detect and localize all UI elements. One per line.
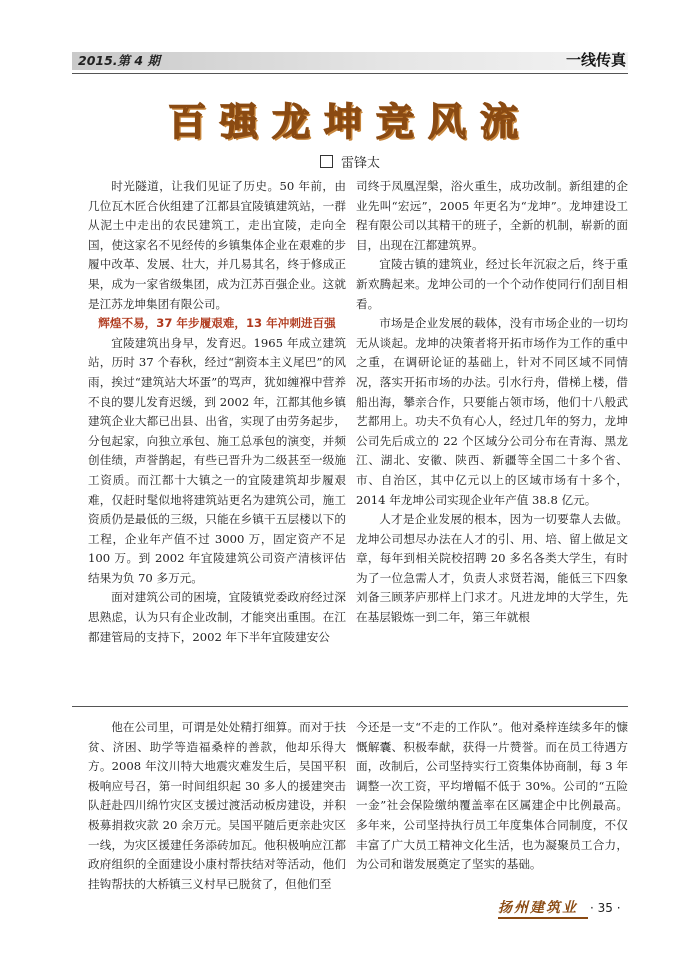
paragraph: 宜陵建筑出身早，发育迟。1965 年成立建筑站，历时 37 个春秋，经过“割资本主义尾巴”的风雨，挨过“建筑站大坏蛋”的骂声，犹如缠褓中营养不良的婴儿发育迟缓，到 2002 年，江都其他乡镇建筑企业大都已出县、出省，实现了由劳务起步，分包起家，向独立承包、施工总承包的演变，并频创佳绩，声誉鹊起，有些已晋升为二级甚至一级施工资质。而江都十大镇之一的宜陵建筑却步履艰难，仅赶时髦似地将建筑站更名为建筑公司，施工资质仍是最低的三级，只能在乡镇干五层楼以下的工程，企业年产值不过 3000 万，固定资产不足 100 万。到 2002 年宜陵建筑公司资产清核评估结果为负 70 多万元。 (88, 335, 346, 585)
paragraph: 市场是企业发展的载体，没有市场企业的一切均无从谈起。龙坤的决策者将开拓市场作为工作的重中之重，在调研论证的基础上，针对不同区域不同情况，落实开拓市场的办法。引水行舟，借梯上楼，借船出海，攀亲合作，只要能占领市场，他们十八般武艺都用上。功夫不负有心人，经过几年的努力，龙坤公司先后成立的 22 个区域分公司分布在青海、黑龙江、湖北、安徽、陕西、新疆等全国二十多个省、市、自治区，其中亿元以上的区域市场有十多个，2014 年龙坤公司实现企业年产值 38.8 亿元。 (356, 316, 628, 507)
page-number: · 35 · (590, 901, 621, 915)
article-title: 百强龙坤竞风流 (167, 100, 532, 144)
paragraph: 宜陵古镇的建筑业，经过长年沉寂之后，终于重新欢腾起来。龙坤公司的一个个动作使同行们刮目相看。 (356, 257, 628, 311)
paragraph: 面对建筑公司的困境，宜陵镇党委政府经过深思熟虑，认为只有企业改制，才能突出重围。在江都建管局的支持下，2002 年下半年宜陵建安公 (88, 590, 346, 644)
section-title: 一线传真 (565, 51, 626, 69)
article-title-block (0, 100, 700, 144)
byline (0, 155, 700, 172)
issue-number: 2015.第 4 期 (78, 53, 160, 68)
column-4 (356, 718, 628, 875)
paragraph: 他在公司里，可谓是处处精打细算。而对于扶贫、济困、助学等造福桑梓的善款，他却乐得大方。2008 年汶川特大地震灾难发生后，吴国平积极响应号召，第一时间组织起 30 多人的援建突击队赶赴四川绵竹灾区支援过渡活动板房建设，并积极募捐救灾款 20 余万元。吴国平随后更亲赴灾区一线，为灾区援建任务添砖加瓦。他积极响应江都政府组织的全面建设小康村帮扶结对等活动，他们挂钩帮扶的大桥镇三义村早已脱贫了，但他们至 (88, 720, 346, 891)
paragraph: 司终于凤凰涅槃，浴火重生，成功改制。新组建的企业先叫“宏远”，2005 年更名为“龙坤”。龙坤建设工程有限公司以其精干的班子，全新的机制，崭新的面目，出现在江都建筑界。 (356, 179, 628, 252)
column-2 (356, 177, 628, 628)
magazine-logo: 扬州建筑业 (498, 899, 588, 919)
paragraph: 人才是企业发展的根本，因为一切要靠人去做。龙坤公司想尽办法在人才的引、用、培、留上做足文章，每年到相关院校招聘 20 多名各类大学生，有时为了一位急需人才，负责人求贤若渴，能低三下四象刘备三顾茅庐那样上门求才。凡进龙坤的大学生，先在基层锻炼一到二年，第三年就根 (356, 512, 628, 625)
header-rule (72, 73, 628, 74)
paragraph: 时光隧道，让我们见证了历史。50 年前，由几位瓦木匠合伙组建了江都县宜陵镇建筑站，一群从泥土中走出的农民建筑工，走出宜陵，走向全国，使这家名不见经传的乡镇集体企业在艰难的步履中改革、发展、壮大，并几易其名，终于修成正果，成为一家省级集团，成为江苏百强企业。这就是江苏龙坤集团有限公司。 (88, 179, 346, 311)
author-name: 雷锋太 (340, 156, 380, 171)
subheading: 辉煌不易，37 年步履艰难，13 年冲刺进百强 (98, 316, 336, 331)
column-3 (88, 718, 346, 894)
paragraph: 今还是一支“不走的工作队”。他对桑梓连续多年的慷慨解囊、积极奉献，获得一片赞誉。而在员工待遇方面，改制后，公司坚持实行工资集体协商制，每 3 年调整一次工资，平均增幅不低于 30%。公司的“五险一金”社会保险缴纳覆盖率在区属建企中比例最高。多年来，公司坚持执行员工年度集体合同制度，不仅丰富了广大员工精神文化生活，也为凝聚员工合力，为公司和谐发展奠定了坚实的基础。 (356, 720, 628, 872)
running-header (72, 52, 628, 70)
column-1 (88, 177, 346, 647)
section-divider (72, 706, 628, 707)
square-icon (320, 155, 333, 168)
